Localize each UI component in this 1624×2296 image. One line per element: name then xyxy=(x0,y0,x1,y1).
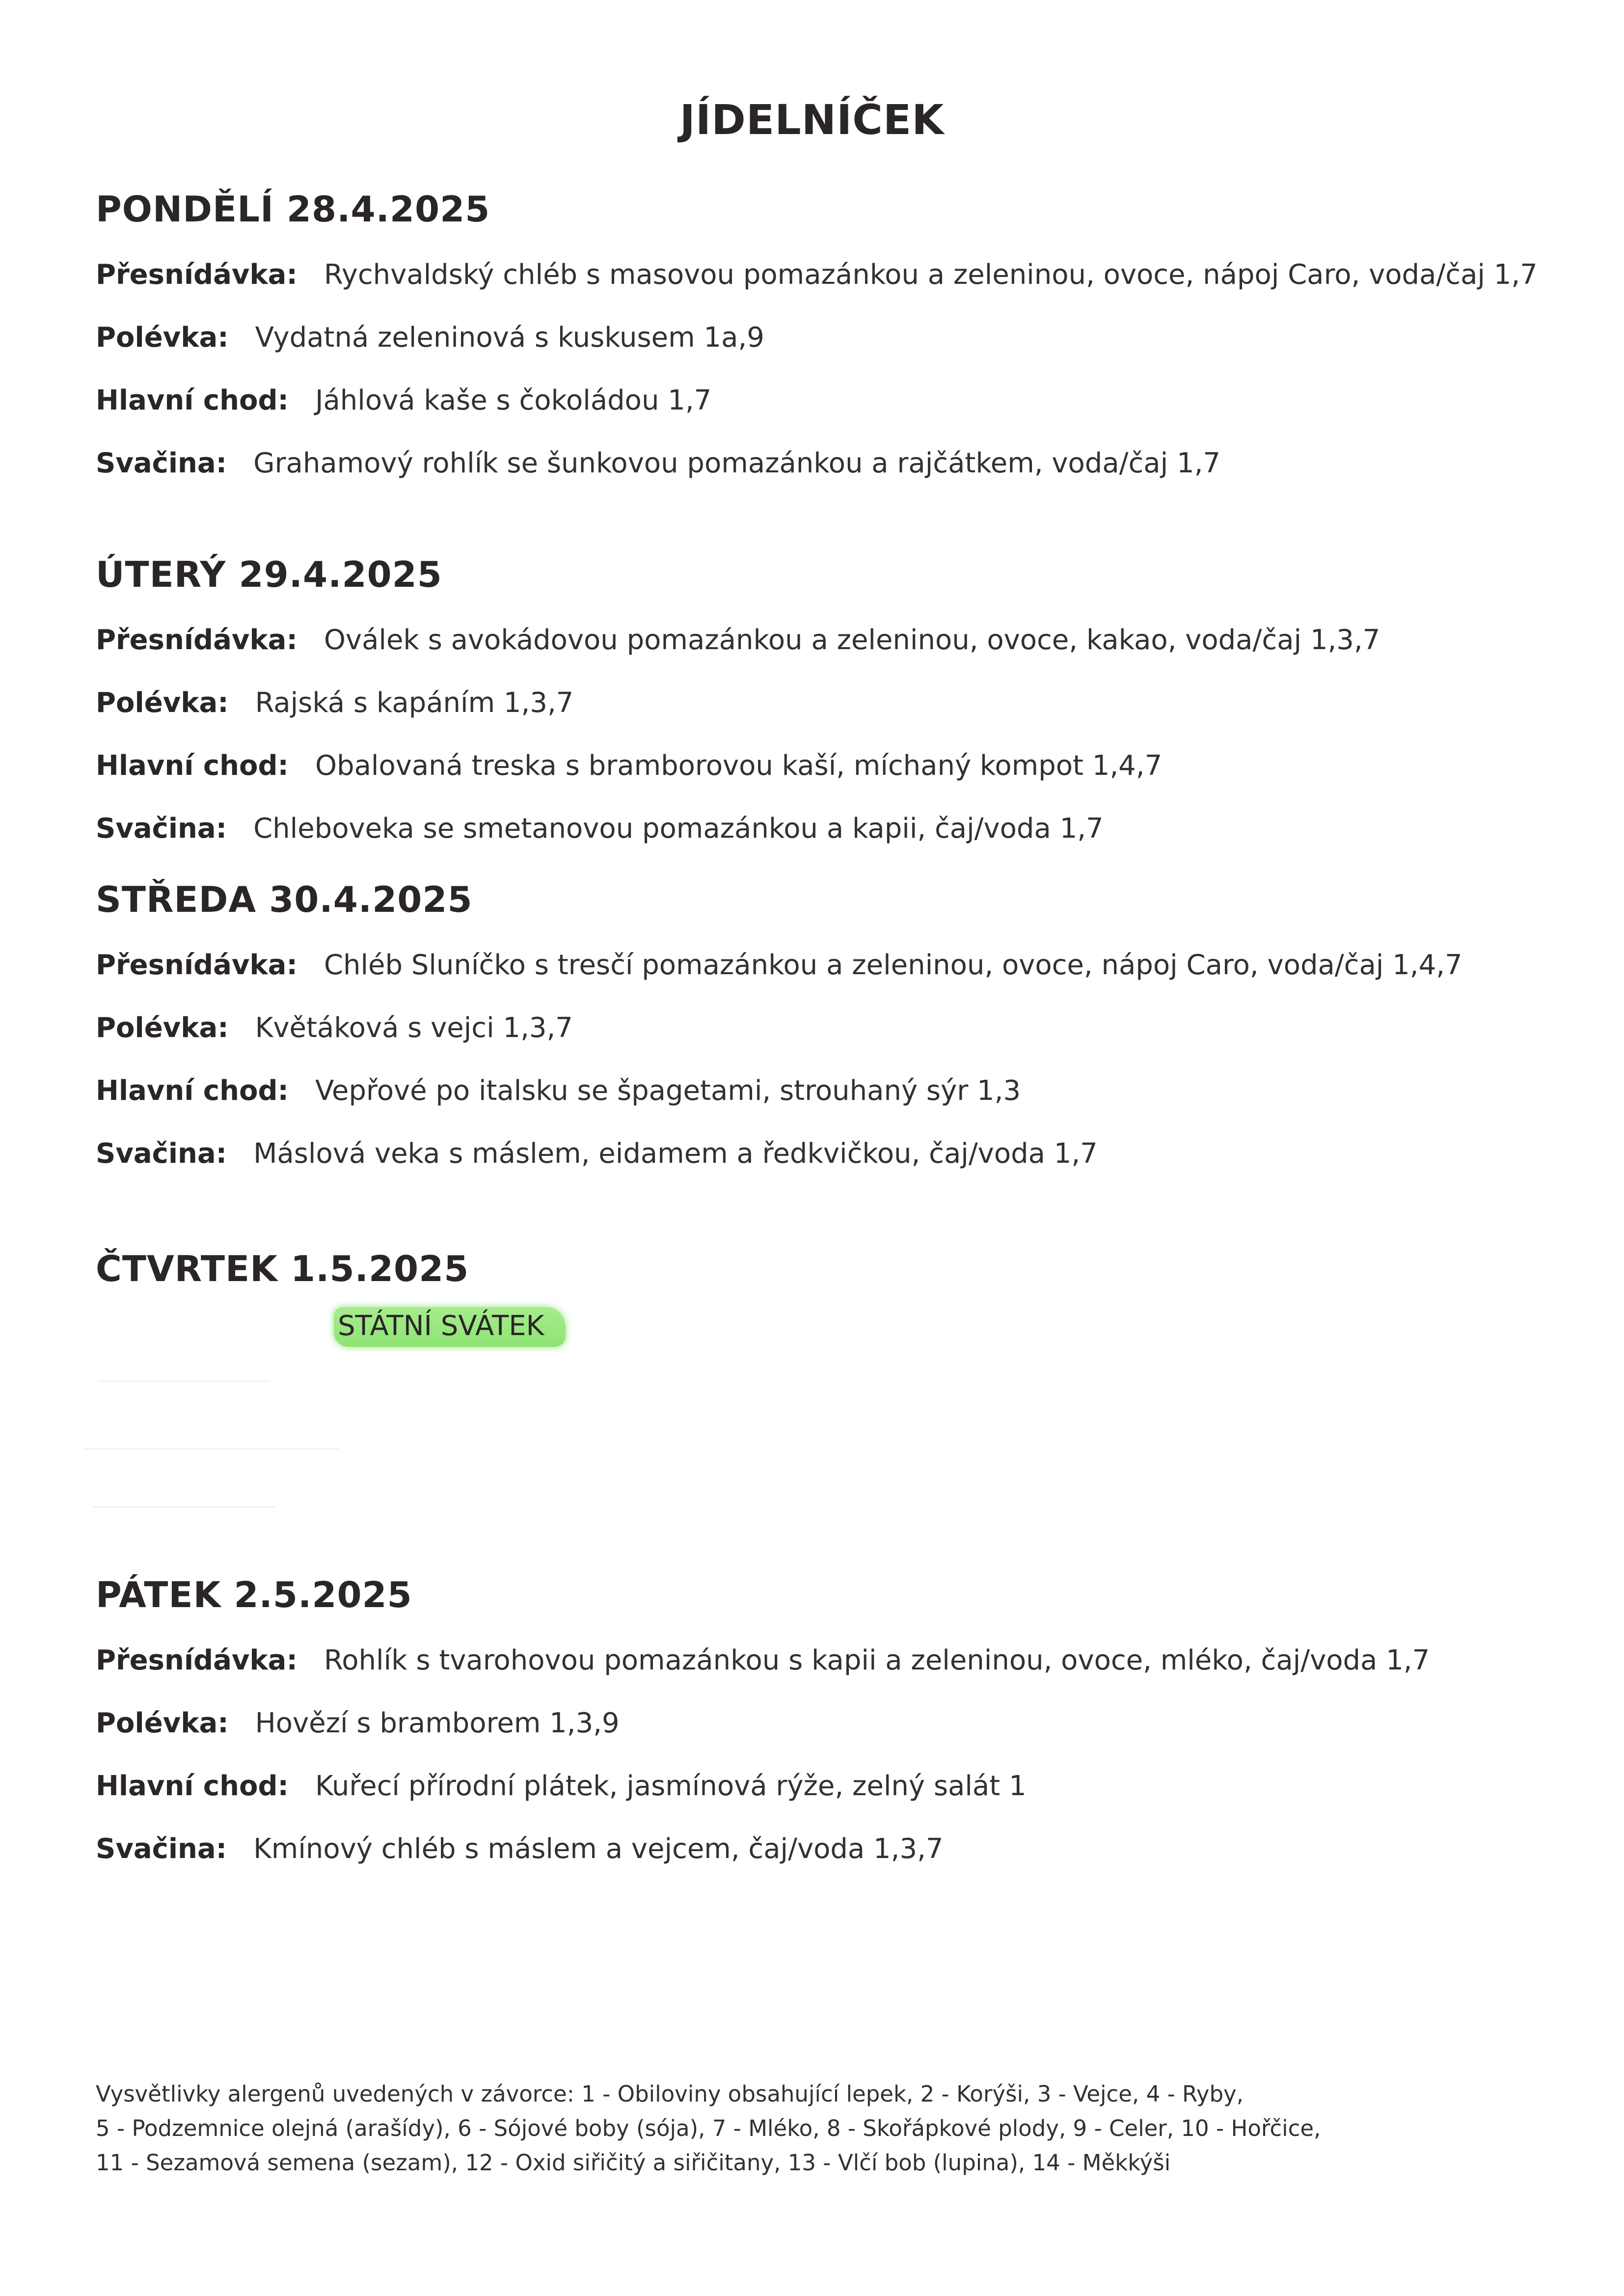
snack-item xyxy=(96,444,1549,483)
soup-label: Polévka: xyxy=(96,1707,229,1739)
day-friday xyxy=(96,1574,1549,1892)
snack-item xyxy=(96,809,1549,848)
snack-label: Svačina: xyxy=(96,813,227,845)
day-heading: ČTVRTEK 1.5.2025 xyxy=(96,1248,469,1289)
snack-item xyxy=(96,1830,1549,1869)
day-tuesday xyxy=(96,554,1549,872)
main-course-text: Jáhlová kaše s čokoládou 1,7 xyxy=(315,384,712,416)
day-heading: PÁTEK 2.5.2025 xyxy=(96,1574,412,1615)
day-heading: ÚTERÝ 29.4.2025 xyxy=(96,554,442,595)
main-course-label: Hlavní chod: xyxy=(96,1075,289,1107)
day-monday xyxy=(96,191,1549,507)
breakfast-label: Přesnídávka: xyxy=(96,1644,298,1676)
main-course-label: Hlavní chod: xyxy=(96,750,289,782)
snack-text: Máslová veka s máslem, eidamem a ředkvičkou, čaj/voda 1,7 xyxy=(253,1138,1098,1170)
soup-item xyxy=(96,1704,1549,1743)
main-course-label: Hlavní chod: xyxy=(96,384,289,416)
breakfast-item xyxy=(96,1641,1549,1680)
legend-line: Vysvětlivky alergenů uvedených v závorce: 1 - Obiloviny obsahující lepek, 2 - Korýši, 3 - Vejce, 4 - Ryby, xyxy=(96,2081,1244,2107)
day-heading: STŘEDA 30.4.2025 xyxy=(96,879,473,920)
snack-label: Svačina: xyxy=(96,447,227,479)
breakfast-text: Chléb Sluníčko s tresčí pomazánkou a zeleninou, ovoce, nápoj Caro, voda/čaj 1,4,7 xyxy=(324,949,1462,981)
holiday-note: STÁTNÍ SVÁTEK xyxy=(334,1307,566,1347)
main-course-item xyxy=(96,1767,1549,1806)
main-course-text: Vepřové po italsku se špagetami, strouhaný sýr 1,3 xyxy=(315,1075,1021,1107)
scan-artifact xyxy=(98,1381,270,1382)
snack-text: Grahamový rohlík se šunkovou pomazánkou a rajčátkem, voda/čaj 1,7 xyxy=(253,447,1221,479)
day-heading: PONDĚLÍ 28.4.2025 xyxy=(96,189,490,230)
breakfast-item xyxy=(96,946,1549,985)
soup-text: Vydatná zeleninová s kuskusem 1a,9 xyxy=(255,322,764,354)
day-thursday xyxy=(96,1248,1549,1315)
snack-label: Svačina: xyxy=(96,1138,227,1170)
scan-artifact xyxy=(93,1506,275,1507)
soup-label: Polévka: xyxy=(96,322,229,354)
day-wednesday xyxy=(96,879,1549,1197)
soup-item xyxy=(96,1009,1549,1048)
snack-text: Kmínový chléb s máslem a vejcem, čaj/voda 1,3,7 xyxy=(253,1833,944,1865)
main-course-text: Kuřecí přírodní plátek, jasmínová rýže, zelný salát 1 xyxy=(315,1770,1027,1802)
snack-text: Chleboveka se smetanovou pomazánkou a kapii, čaj/voda 1,7 xyxy=(253,813,1104,845)
breakfast-item xyxy=(96,621,1549,660)
soup-label: Polévka: xyxy=(96,1012,229,1044)
snack-label: Svačina: xyxy=(96,1833,227,1865)
main-course-item xyxy=(96,746,1549,786)
main-course-text: Obalovaná treska s bramborovou kaší, míchaný kompot 1,4,7 xyxy=(315,750,1163,782)
allergen-legend xyxy=(96,2077,1549,2180)
soup-text: Rajská s kapáním 1,3,7 xyxy=(255,687,574,719)
soup-item xyxy=(96,683,1549,723)
breakfast-text: Oválek s avokádovou pomazánkou a zeleninou, ovoce, kakao, voda/čaj 1,3,7 xyxy=(324,624,1380,656)
breakfast-label: Přesnídávka: xyxy=(96,624,298,656)
page-title: JÍDELNÍČEK xyxy=(679,96,945,144)
main-course-item xyxy=(96,381,1549,420)
legend-line: 11 - Sezamová semena (sezam), 12 - Oxid siřičitý a siřičitany, 13 - Vlčí bob (lupina), 14 - Měkkýši xyxy=(96,2150,1171,2176)
main-course-label: Hlavní chod: xyxy=(96,1770,289,1802)
breakfast-item xyxy=(96,255,1549,295)
soup-text: Květáková s vejci 1,3,7 xyxy=(255,1012,573,1044)
soup-label: Polévka: xyxy=(96,687,229,719)
breakfast-text: Rychvaldský chléb s masovou pomazánkou a zeleninou, ovoce, nápoj Caro, voda/čaj 1,7 xyxy=(324,259,1538,291)
main-course-item xyxy=(96,1071,1549,1111)
legend-line: 5 - Podzemnice olejná (arašídy), 6 - Sójové boby (sója), 7 - Mléko, 8 - Skořápkové plody, 9 - Celer, 10 - Hořčice, xyxy=(96,2115,1321,2141)
breakfast-text: Rohlík s tvarohovou pomazánkou s kapii a zeleninou, ovoce, mléko, čaj/voda 1,7 xyxy=(324,1644,1430,1676)
breakfast-label: Přesnídávka: xyxy=(96,949,298,981)
soup-text: Hovězí s bramborem 1,3,9 xyxy=(255,1707,620,1739)
soup-item xyxy=(96,318,1549,357)
snack-item xyxy=(96,1134,1549,1174)
breakfast-label: Přesnídávka: xyxy=(96,259,298,291)
